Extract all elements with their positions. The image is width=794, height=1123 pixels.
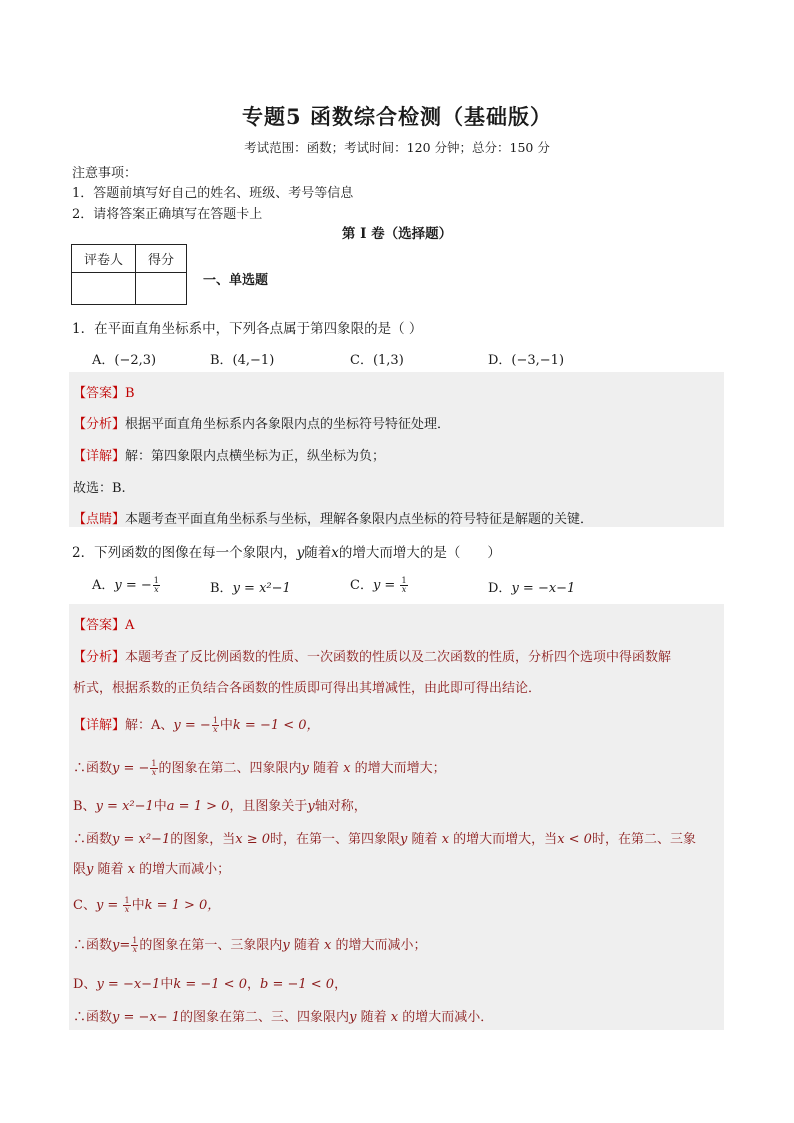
q2-detail-line-5: 限y 随着 x 的增大而减小； [73,862,231,877]
q2-detail-line-3: B、y = x²−1中a = 1 > 0，且图象关于y轴对称， [73,799,367,814]
q1-comment-line: 【点睛】本题考查平面直角坐标系与坐标，理解各象限内点坐标的符号特征是解题的关键． [73,512,594,527]
score-cell [136,273,187,305]
q2-detail-line-8: D、y = −x−1中k = −1 < 0，b = −1 < 0， [73,977,348,992]
score-header-score: 得分 [136,245,187,273]
section-title: 第 I 卷（选择题） [341,226,453,242]
q2-analysis-line-1: 【分析】本题考查了反比例函数的性质、一次函数的性质以及二次函数的性质，分析四个选项中得函数解 [73,650,672,665]
question-2-stem: 2．下列函数的图像在每一个象限内，y随着x的增大而增大的是（ ） [72,545,501,561]
q2-detail-line-7: ∴函数y= $\frac{1}{x}$ 的图象在第一、三象限内y 随着 x 的增大而减小； [73,936,427,954]
q2-detail-line-6: C、y = $\frac{1}{x}$ 中k = 1 > 0， [73,896,221,914]
q2-option-b: B．y = x²−1 [210,581,291,596]
q1-detail-line: 【详解】解：第四象限内点横坐标为正，纵坐标为负； [73,449,386,464]
q1-option-d: D．(−3,−1) [488,353,565,368]
q2-option-a: A．y = − $\frac{1}{x}$ [92,576,159,594]
score-header-grader: 评卷人 [72,245,136,273]
q1-option-c: C．(1,3) [350,353,404,368]
notes-heading: 注意事项： [72,166,138,181]
note-item: 1．答题前填写好自己的姓名、班级、考号等信息 [72,186,354,201]
q1-option-a: A．(−2,3) [92,353,157,368]
q2-option-c: C．y = $\frac{1}{x}$ [350,576,407,594]
q2-answer-line: 【答案】A [73,618,135,633]
page-title: 专题5 函数综合检测（基础版） [242,104,552,129]
q1-answer-line: 【答案】B [73,386,135,401]
score-table [71,244,187,305]
q1-choose-line: 故选：B. [73,481,126,496]
exam-info: 考试范围：函数；考试时间：120 分钟；总分：150 分 [244,140,550,155]
q1-analysis-line: 【分析】根据平面直角坐标系内各象限内点的坐标符号特征处理． [73,417,451,432]
q2-detail-line-9: ∴函数y = −x− 1的图象在第二、三、四象限内y 随着 x 的增大而减小． [73,1010,494,1025]
q1-option-b: B．(4,−1) [210,353,275,368]
part-title: 一、单选题 [203,273,269,288]
question-1-stem: 1．在平面直角坐标系中，下列各点属于第四象限的是（ ） [72,321,423,337]
q2-analysis-line-2: 析式，根据系数的正负结合各函数的性质即可得出其增减性，由此即可得出结论． [73,681,542,696]
note-item: 2．请将答案正确填写在答题卡上 [72,207,263,222]
q2-detail-line-4: ∴函数y = x²−1的图象，当x ≥ 0时，在第一、第四象限y 随着 x 的增大而增大，当x < 0时，在第二、三象 [73,832,696,847]
q2-detail-line-1: 【详解】解：A、y = − $\frac{1}{x}$ 中k = −1 < 0， [73,716,320,734]
grader-cell [72,273,136,305]
q2-solution-block [69,604,724,1030]
q2-detail-line-2: ∴函数y = − $\frac{1}{x}$ 的图象在第二、四象限内y 随着 x 的增大而增大； [73,759,446,777]
q2-option-d: D．y = −x−1 [488,581,576,596]
